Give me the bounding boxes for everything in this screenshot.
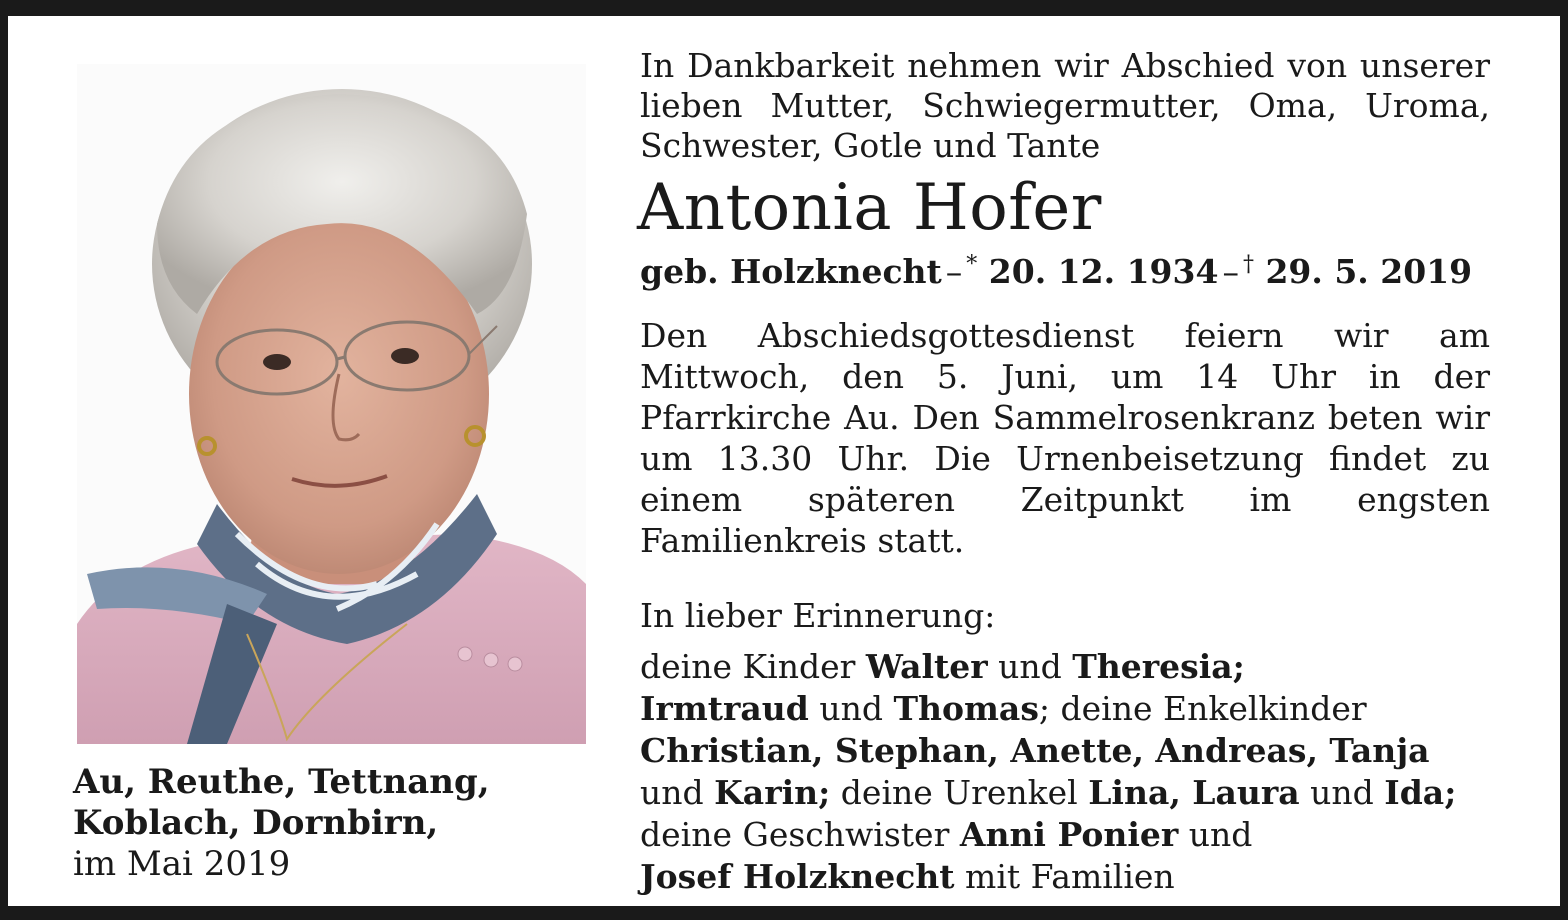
dash-1: – <box>945 252 963 291</box>
family-name: Lina, Laura <box>1088 773 1300 812</box>
family-list <box>640 646 1490 898</box>
family-text: und <box>808 689 894 728</box>
family-text: deine Urenkel <box>830 773 1089 812</box>
family-name: Josef Holzknecht <box>640 857 955 896</box>
maiden-name: geb. Holzknecht <box>640 252 942 291</box>
family-text: und <box>1299 773 1385 812</box>
birth-symbol: * <box>966 252 978 277</box>
dash-2: – <box>1222 252 1239 291</box>
places-line-1: Au, Reuthe, Tettnang, <box>73 762 490 802</box>
place-date-block <box>73 762 593 885</box>
family-name: Theresia; <box>1072 647 1245 686</box>
notice-date: im Mai 2019 <box>73 844 291 884</box>
family-line-2 <box>640 688 1490 730</box>
family-line-4 <box>640 772 1490 814</box>
portrait-illustration <box>77 64 586 744</box>
portrait-photo <box>77 64 586 744</box>
family-text: deine Geschwister <box>640 815 960 854</box>
death-date: 29. 5. 2019 <box>1265 252 1473 291</box>
family-text: und <box>987 647 1073 686</box>
family-name: Walter <box>865 647 988 686</box>
family-line-6 <box>640 856 1490 898</box>
family-line-1 <box>640 646 1490 688</box>
family-text: mit Familien <box>954 857 1175 896</box>
birth-death-line <box>640 244 1490 293</box>
family-name: Christian, Stephan, Anette, Andreas, Tanja <box>640 731 1430 770</box>
family-text: und <box>1178 815 1253 854</box>
family-name: Karin; <box>714 773 831 812</box>
service-paragraph: Den Abschiedsgottesdienst feiern wir am Mittwoch, den 5. Juni, um 14 Uhr in der Pfarrkirche Au. Den Sammelrosenkranz beten wir um 13.30 Uhr. Die Urnenbeisetzung findet zu einem späteren Zeitpunkt im engsten Familienkreis statt. <box>640 316 1490 560</box>
family-name: Anni Ponier <box>959 815 1179 854</box>
memory-heading: In lieber Erinnerung: <box>640 596 996 635</box>
family-text: ; deine Enkelkinder <box>1038 689 1367 728</box>
family-text: deine Kinder <box>640 647 866 686</box>
death-symbol: † <box>1242 252 1254 277</box>
family-name: Thomas <box>893 689 1039 728</box>
family-line-3 <box>640 730 1490 772</box>
birth-date: 20. 12. 1934 <box>988 252 1219 291</box>
deceased-name: Antonia Hofer <box>637 171 1102 245</box>
intro-paragraph: In Dankbarkeit nehmen wir Abschied von unserer lieben Mutter, Schwiegermutter, Oma, Uroma, Schwester, Gotle und Tante <box>640 46 1490 165</box>
obituary-text-column <box>637 46 1490 898</box>
family-line-5 <box>640 814 1490 856</box>
places-line-2: Koblach, Dornbirn, <box>73 803 439 843</box>
family-name: Ida; <box>1384 773 1457 812</box>
family-name: Irmtraud <box>640 689 809 728</box>
family-text: und <box>640 773 715 812</box>
